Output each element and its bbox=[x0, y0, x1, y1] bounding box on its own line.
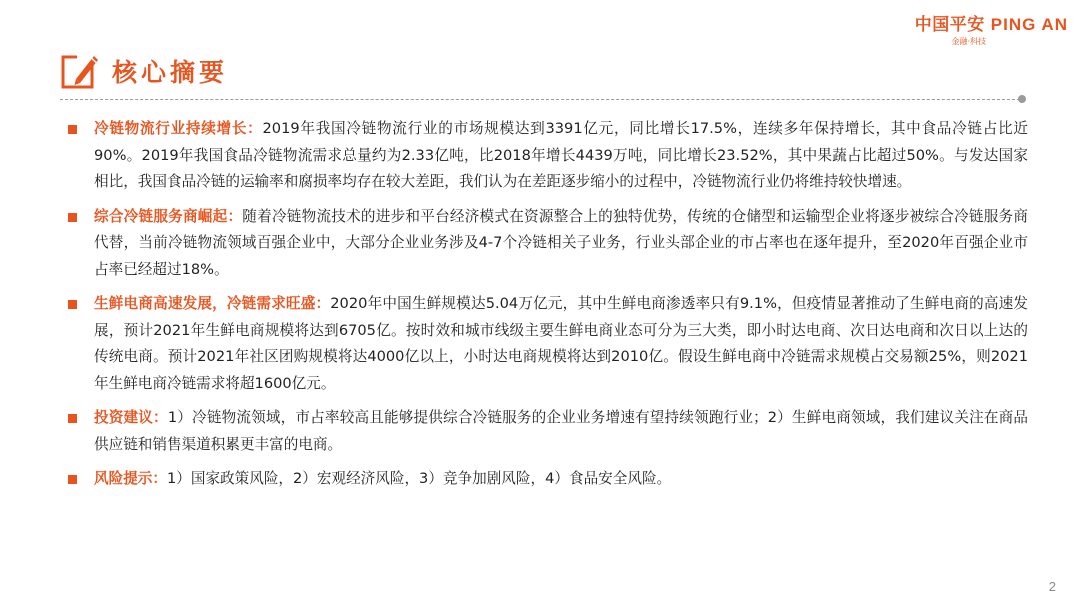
brand-name-cn: 中国平安 bbox=[914, 15, 985, 35]
page-number: 2 bbox=[1048, 579, 1056, 594]
summary-paragraph-4 bbox=[68, 405, 1028, 458]
square-bullet-icon bbox=[68, 125, 77, 134]
square-bullet-icon bbox=[68, 213, 77, 222]
summary-paragraph-5 bbox=[68, 466, 1028, 493]
square-bullet-icon bbox=[68, 475, 77, 484]
divider-end-dot bbox=[1018, 95, 1026, 103]
square-bullet-icon bbox=[68, 300, 77, 309]
paragraph-lead: 投资建议： bbox=[94, 409, 168, 426]
paragraph-body: 1）国家政策风险，2）宏观经济风险，3）竞争加剧风险，4）食品安全风险。 bbox=[166, 470, 672, 487]
paragraph-body: 随着冷链物流技术的进步和平台经济模式在资源整合上的独特优势，传统的仓储型和运输型企业将逐步被综合冷链服务商代替，当前冷链物流领域百强企业中，大部分企业业务涉及4-7个冷链相关子业务，行业头部企业的市占率也在逐年提升，至2020年百强企业市占率已经超过18%。 bbox=[94, 207, 1028, 278]
paragraph-lead: 风险提示： bbox=[94, 470, 167, 487]
summary-paragraph-3 bbox=[68, 291, 1028, 397]
header-divider bbox=[60, 99, 1020, 100]
brand-subtitle: 金融·科技 bbox=[951, 37, 986, 46]
paragraph-lead: 生鲜电商高速发展，冷链需求旺盛： bbox=[94, 295, 331, 312]
paragraph-lead: 冷链物流行业持续增长： bbox=[94, 120, 263, 137]
page-title: 核心摘要 bbox=[112, 58, 229, 87]
brand-name bbox=[915, 10, 1068, 35]
brand-logo bbox=[915, 10, 1068, 47]
brand-name-en: PING AN bbox=[990, 15, 1068, 34]
summary-paragraph-2 bbox=[68, 204, 1028, 284]
paragraph-lead: 综合冷链服务商崛起： bbox=[94, 207, 243, 225]
paragraph-body: 1）冷链物流领域，市占率较高且能够提供综合冷链服务的企业业务增速有望持续领跑行业；2）生鲜电商领域，我们建议关注在商品供应链和销售渠道积累更丰富的电商。 bbox=[94, 409, 1028, 453]
edit-note-icon bbox=[60, 51, 100, 91]
paragraph-body: 2019年我国冷链物流行业的市场规模达到3391亿元，同比增长17.5%，连续多年保持增长，其中食品冷链占比近90%。2019年我国食品冷链物流需求总量约为2.33亿吨，比2018年增长4439万吨，同比增长23.52%，其中果蔬占比超过50%。与发达国家相比，我国食品冷链的运输率和腐损率均存在较大差距，我们认为在差距逐步缩小的过程中，冷链物流行业仍将维持较快增速。 bbox=[94, 120, 1028, 190]
section-header bbox=[60, 48, 228, 94]
square-bullet-icon bbox=[68, 414, 77, 423]
summary-paragraph-1 bbox=[68, 116, 1028, 196]
summary-content bbox=[68, 116, 1028, 501]
paragraph-body: 2020年中国生鲜规模达5.04万亿元，其中生鲜电商渗透率只有9.1%，但疫情显著推动了生鲜电商的高速发展，预计2021年生鲜电商规模将达到6705亿。按时效和城市线级主要生鲜电商业态可分为三大类，即小时达电商、次日达电商和次日以上达的传统电商。预计2021年社区团购规模将达4000亿以上，小时达电商规模将达到2010亿。假设生鲜电商中冷链需求规模占交易额25%，则2021年生鲜电商冷链需求将超1600亿元。 bbox=[94, 295, 1028, 392]
